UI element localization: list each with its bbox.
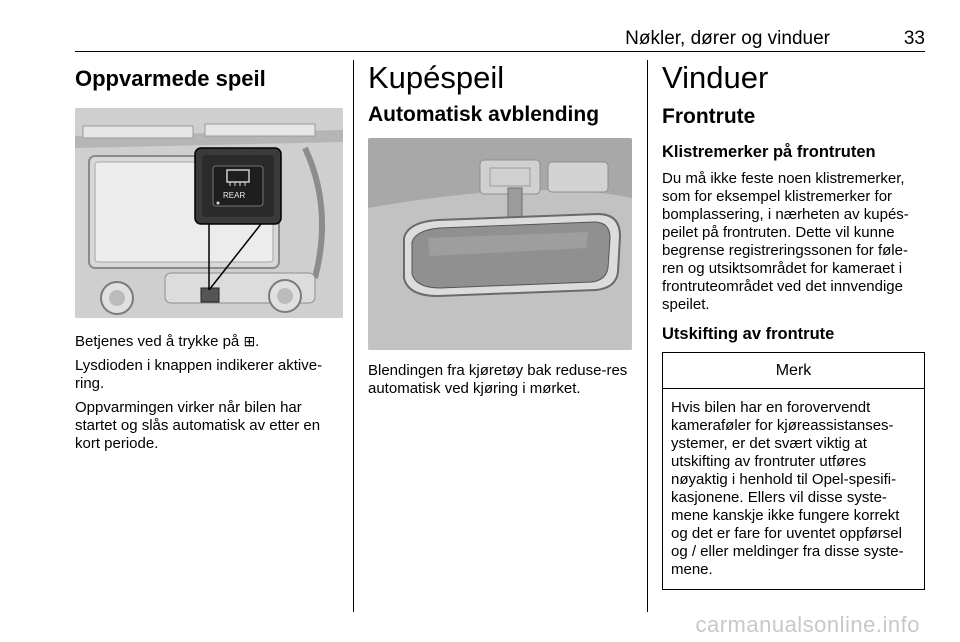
dashboard-illustration bbox=[75, 108, 343, 318]
column-divider bbox=[353, 60, 354, 612]
sticker-paragraph: Du må ikke feste noen klistremerker, som for eksempel klistremerker for bomplassering, i nærheten av kupés-peilet på frontruten. Dette vil kunne begrense registreringssonen for føle-ren og utsiktsområdet for kameraet i frontruteområdet ved det innvendige speilet. bbox=[662, 170, 909, 313]
column-heated-mirrors bbox=[75, 60, 343, 459]
section-heading: Vinduer bbox=[662, 60, 769, 95]
led-paragraph: Lysdioden i knappen indikerer aktive-ring. bbox=[75, 357, 323, 392]
header-title: Nøkler, dører og vinduer bbox=[625, 28, 830, 49]
note-box bbox=[662, 352, 925, 590]
heating-paragraph: Oppvarmingen virker når bilen har startet og slås automatisk av etter en kort periode. bbox=[75, 399, 321, 452]
section-subheading: Frontrute bbox=[662, 105, 756, 128]
column-divider bbox=[647, 60, 648, 612]
column-interior-mirror bbox=[368, 60, 632, 404]
note-body bbox=[663, 389, 924, 589]
dimming-paragraph: Blendingen fra kjøretøy bak reduse-res automatisk ved kjøring i mørket. bbox=[368, 362, 628, 397]
mirror-illustration bbox=[368, 138, 632, 350]
watermark: carmanualsonline.info bbox=[695, 612, 920, 637]
column-windows bbox=[662, 60, 925, 590]
page-header bbox=[75, 25, 925, 52]
dashboard-figure bbox=[75, 108, 343, 318]
section-heading: Kupéspeil bbox=[368, 60, 505, 95]
instruction-paragraph bbox=[75, 332, 343, 351]
note-title: Merk bbox=[663, 353, 924, 389]
page-number: 33 bbox=[903, 28, 925, 49]
note-text: Hvis bilen har en forovervendt kameraføler for kjøreassistanses-ystemer, er det svært viktig at utskifting av frontruter utføres nøyaktig i henhold til Opel-spesifi-kasjonene. Ellers vil disse syste-mene kanskje ikke fungere korrekt og det er fare for uventet oppførsel og / eller meldinger fra disse syste-mene. bbox=[671, 399, 904, 578]
rear-button-label: REAR bbox=[223, 191, 246, 200]
instruction-end: . bbox=[255, 333, 260, 350]
section-heading: Oppvarmede speil bbox=[75, 66, 266, 91]
sticker-heading: Klistremerker på frontruten bbox=[662, 143, 876, 161]
mirror-figure bbox=[368, 138, 632, 350]
replacement-heading: Utskifting av frontrute bbox=[662, 325, 835, 343]
section-subheading: Automatisk avblending bbox=[368, 103, 600, 126]
rear-defrost-icon: ⊞ bbox=[243, 333, 256, 349]
instruction-text: Betjenes ved å trykke på bbox=[75, 333, 240, 350]
